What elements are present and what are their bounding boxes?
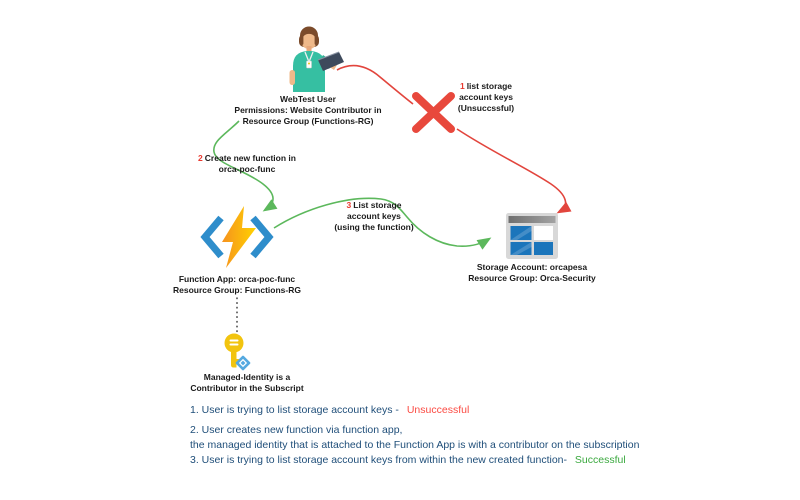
note-2-text: 2. User creates new function via function app, bbox=[190, 424, 403, 436]
step3-label bbox=[334, 200, 413, 233]
user-permissions-line: Permissions: Website Contributor in bbox=[234, 105, 382, 116]
step2-label bbox=[198, 153, 296, 175]
step1-label bbox=[458, 81, 514, 114]
step1-line2: account keys bbox=[459, 92, 513, 103]
user-resource-group-line: Resource Group (Functions-RG) bbox=[242, 116, 374, 127]
step1-arrow-red-segment-b bbox=[457, 129, 566, 212]
step1-line1: list storage bbox=[466, 81, 513, 91]
note-1-text: 1. User is trying to list storage account keys - bbox=[190, 404, 402, 416]
storage-account-caption bbox=[468, 262, 596, 284]
step3-number: 3 bbox=[346, 200, 352, 210]
step2-line2: orca-poc-func bbox=[218, 164, 276, 175]
step2-line1: Create new function in bbox=[204, 153, 296, 163]
step1-line3: (Unsuccssful) bbox=[457, 103, 515, 114]
storage-account-icon bbox=[506, 213, 558, 259]
step2-number: 2 bbox=[198, 153, 203, 163]
user-caption bbox=[234, 94, 381, 127]
step3-line2: account keys bbox=[347, 211, 401, 222]
step1-number: 1 bbox=[459, 81, 465, 91]
summary-notes bbox=[190, 403, 639, 468]
managed-identity-line2: Contributor in the Subscript bbox=[190, 383, 304, 394]
note-line-2 bbox=[190, 423, 639, 438]
function-app-caption bbox=[173, 274, 301, 296]
person-with-laptop-icon bbox=[276, 24, 346, 92]
step3-line3: (using the function) bbox=[334, 222, 414, 233]
red-x-icon bbox=[416, 96, 451, 129]
managed-identity-line1: Managed-Identity is a bbox=[203, 372, 291, 382]
note-line-3 bbox=[190, 438, 639, 453]
storage-account-name-line: Storage Account: orcapesa bbox=[476, 262, 588, 272]
note-1-status: Unsuccessful bbox=[406, 404, 470, 416]
managed-identity-caption bbox=[190, 372, 303, 394]
function-app-resource-group-line: Resource Group: Functions-RG bbox=[173, 285, 301, 296]
note-line-1 bbox=[190, 403, 639, 418]
function-app-name-line: Function App: orca-poc-func bbox=[178, 274, 296, 284]
key-icon bbox=[219, 333, 255, 373]
user-title: WebTest User bbox=[280, 94, 336, 104]
storage-resource-group-line: Resource Group: Orca-Security bbox=[468, 273, 596, 284]
function-app-lightning-icon bbox=[196, 204, 278, 270]
step3-line1: List storage bbox=[353, 200, 402, 210]
note-4-status: Successful bbox=[574, 454, 626, 466]
note-3-text: the managed identity that is attached to the Function App is with a contributor on the subscription bbox=[190, 439, 640, 451]
note-line-4 bbox=[190, 453, 639, 468]
note-4-text: 3. User is trying to list storage account keys from within the new created function- bbox=[190, 454, 570, 466]
